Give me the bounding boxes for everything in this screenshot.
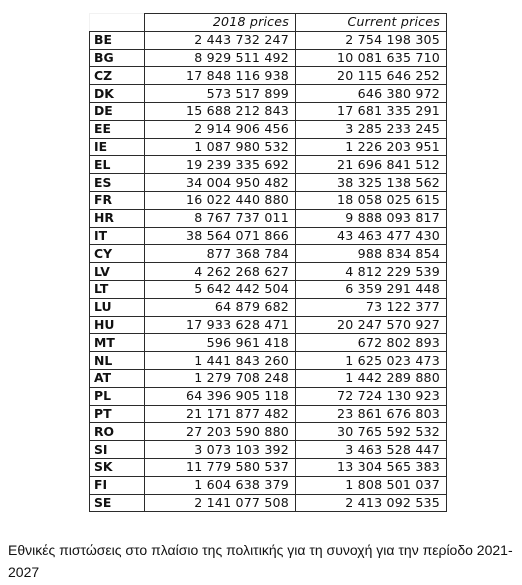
- caption-text: Εθνικές πιστώσεις στο πλαίσιο της πολιτικής για τη συνοχή για την περίοδο 2021-2027: [8, 542, 513, 580]
- country-code-cell: SI: [90, 441, 145, 459]
- table-row: [90, 227, 447, 245]
- table-row: [90, 85, 447, 103]
- price-2018-cell: 8 767 737 011: [145, 209, 296, 227]
- country-code-cell: CZ: [90, 67, 145, 85]
- price-2018-cell: 5 642 442 504: [145, 280, 296, 298]
- price-current-cell: 6 359 291 448: [296, 280, 447, 298]
- country-code-cell: HU: [90, 316, 145, 334]
- country-code-cell: FI: [90, 476, 145, 494]
- price-2018-cell: 1 087 980 532: [145, 138, 296, 156]
- price-2018-cell: 1 604 638 379: [145, 476, 296, 494]
- country-code-cell: BE: [90, 31, 145, 49]
- price-current-cell: 4 812 229 539: [296, 263, 447, 281]
- table-row: [90, 423, 447, 441]
- header-blank-cell: [90, 14, 145, 32]
- table-row: [90, 352, 447, 370]
- allocations-table: [89, 13, 447, 512]
- price-current-cell: 2 413 092 535: [296, 494, 447, 512]
- price-2018-cell: 17 848 116 938: [145, 67, 296, 85]
- price-current-cell: 13 304 565 383: [296, 458, 447, 476]
- country-code-cell: LU: [90, 298, 145, 316]
- country-code-cell: ES: [90, 174, 145, 192]
- country-code-cell: AT: [90, 369, 145, 387]
- country-code-cell: DK: [90, 85, 145, 103]
- table-row: [90, 316, 447, 334]
- table-row: [90, 280, 447, 298]
- table-row: [90, 405, 447, 423]
- price-2018-cell: 4 262 268 627: [145, 263, 296, 281]
- table-row: [90, 31, 447, 49]
- country-code-cell: PT: [90, 405, 145, 423]
- country-code-cell: DE: [90, 102, 145, 120]
- price-2018-cell: 17 933 628 471: [145, 316, 296, 334]
- allocations-table-container: [89, 13, 447, 512]
- country-code-cell: IT: [90, 227, 145, 245]
- table-row: [90, 138, 447, 156]
- table-row: [90, 387, 447, 405]
- table-row: [90, 369, 447, 387]
- table-row: [90, 263, 447, 281]
- table-row: [90, 458, 447, 476]
- table-row: [90, 174, 447, 192]
- country-code-cell: MT: [90, 334, 145, 352]
- price-2018-cell: 16 022 440 880: [145, 191, 296, 209]
- country-code-cell: RO: [90, 423, 145, 441]
- price-2018-cell: 21 171 877 482: [145, 405, 296, 423]
- country-code-cell: LV: [90, 263, 145, 281]
- price-current-cell: 672 802 893: [296, 334, 447, 352]
- country-code-cell: IE: [90, 138, 145, 156]
- country-code-cell: EE: [90, 120, 145, 138]
- country-code-cell: NL: [90, 352, 145, 370]
- price-current-cell: 1 442 289 880: [296, 369, 447, 387]
- price-2018-cell: 2 443 732 247: [145, 31, 296, 49]
- price-current-cell: 2 754 198 305: [296, 31, 447, 49]
- price-2018-cell: 596 961 418: [145, 334, 296, 352]
- price-current-cell: 20 247 570 927: [296, 316, 447, 334]
- table-row: [90, 245, 447, 263]
- price-2018-cell: 1 441 843 260: [145, 352, 296, 370]
- table-row: [90, 298, 447, 316]
- price-2018-cell: 27 203 590 880: [145, 423, 296, 441]
- table-row: [90, 156, 447, 174]
- price-current-cell: 21 696 841 512: [296, 156, 447, 174]
- table-row: [90, 334, 447, 352]
- country-code-cell: CY: [90, 245, 145, 263]
- price-current-cell: 30 765 592 532: [296, 423, 447, 441]
- price-2018-cell: 2 141 077 508: [145, 494, 296, 512]
- country-code-cell: SE: [90, 494, 145, 512]
- table-row: [90, 441, 447, 459]
- price-current-cell: 20 115 646 252: [296, 67, 447, 85]
- price-current-cell: 9 888 093 817: [296, 209, 447, 227]
- table-row: [90, 209, 447, 227]
- price-2018-cell: 11 779 580 537: [145, 458, 296, 476]
- country-code-cell: SK: [90, 458, 145, 476]
- country-code-cell: FR: [90, 191, 145, 209]
- price-current-cell: 1 625 023 473: [296, 352, 447, 370]
- price-2018-cell: 2 914 906 456: [145, 120, 296, 138]
- table-row: [90, 476, 447, 494]
- price-2018-cell: 38 564 071 866: [145, 227, 296, 245]
- price-current-cell: 10 081 635 710: [296, 49, 447, 67]
- price-current-cell: 3 463 528 447: [296, 441, 447, 459]
- price-current-cell: 17 681 335 291: [296, 102, 447, 120]
- header-current-prices: Current prices: [296, 14, 447, 32]
- price-current-cell: 1 808 501 037: [296, 476, 447, 494]
- country-code-cell: HR: [90, 209, 145, 227]
- price-2018-cell: 19 239 335 692: [145, 156, 296, 174]
- table-row: [90, 49, 447, 67]
- price-2018-cell: 34 004 950 482: [145, 174, 296, 192]
- price-current-cell: 23 861 676 803: [296, 405, 447, 423]
- price-current-cell: 3 285 233 245: [296, 120, 447, 138]
- country-code-cell: PL: [90, 387, 145, 405]
- price-current-cell: 1 226 203 951: [296, 138, 447, 156]
- price-current-cell: 43 463 477 430: [296, 227, 447, 245]
- price-current-cell: 646 380 972: [296, 85, 447, 103]
- table-row: [90, 120, 447, 138]
- country-code-cell: EL: [90, 156, 145, 174]
- header-2018-prices: 2018 prices: [145, 14, 296, 32]
- price-current-cell: 73 122 377: [296, 298, 447, 316]
- country-code-cell: BG: [90, 49, 145, 67]
- price-2018-cell: 15 688 212 843: [145, 102, 296, 120]
- country-code-cell: LT: [90, 280, 145, 298]
- table-header-row: [90, 14, 447, 32]
- price-current-cell: 18 058 025 615: [296, 191, 447, 209]
- price-current-cell: 72 724 130 923: [296, 387, 447, 405]
- price-current-cell: 988 834 854: [296, 245, 447, 263]
- price-2018-cell: 64 879 682: [145, 298, 296, 316]
- price-2018-cell: 3 073 103 392: [145, 441, 296, 459]
- price-2018-cell: 8 929 511 492: [145, 49, 296, 67]
- table-row: [90, 102, 447, 120]
- price-current-cell: 38 325 138 562: [296, 174, 447, 192]
- price-2018-cell: 573 517 899: [145, 85, 296, 103]
- price-2018-cell: 1 279 708 248: [145, 369, 296, 387]
- price-2018-cell: 64 396 905 118: [145, 387, 296, 405]
- price-2018-cell: 877 368 784: [145, 245, 296, 263]
- table-row: [90, 67, 447, 85]
- table-body: [90, 31, 447, 512]
- table-row: [90, 494, 447, 512]
- table-row: [90, 191, 447, 209]
